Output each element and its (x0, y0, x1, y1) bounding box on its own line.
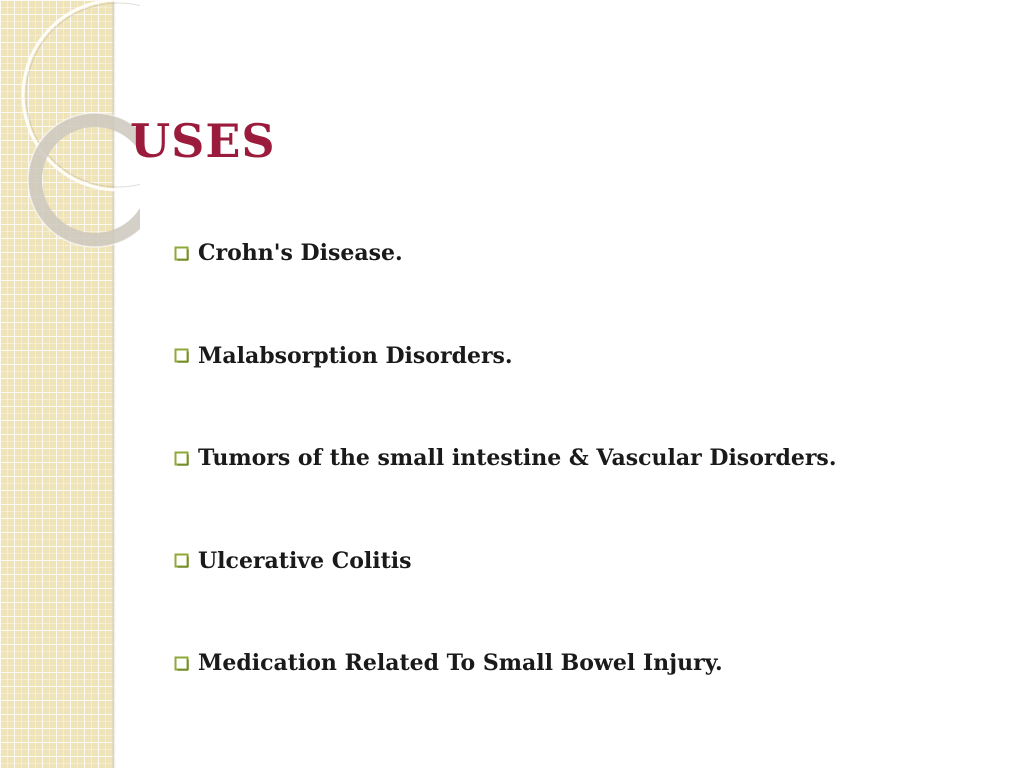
checkbox-square-icon (174, 246, 189, 261)
checkbox-square-icon (174, 451, 189, 466)
bullet-text: Crohn's Disease. (198, 240, 403, 266)
checkbox-square-icon (174, 553, 189, 568)
list-item (174, 339, 836, 373)
bullet-text: Tumors of the small intestine & Vascular Disorders. (198, 445, 837, 471)
bullet-text: Malabsorption Disorders. (198, 342, 513, 369)
list-item (174, 441, 836, 475)
bullet-text: Medication Related To Small Bowel Injury. (198, 650, 723, 676)
checkbox-square-icon (174, 348, 189, 363)
decorative-rings (0, 0, 140, 260)
bullet-text: Ulcerative Colitis (198, 547, 412, 574)
list-item (174, 544, 836, 578)
slide-title: USES (130, 114, 276, 168)
bullet-list (174, 236, 836, 749)
list-item (174, 646, 836, 680)
checkbox-square-icon (174, 656, 189, 671)
list-item (174, 236, 836, 270)
